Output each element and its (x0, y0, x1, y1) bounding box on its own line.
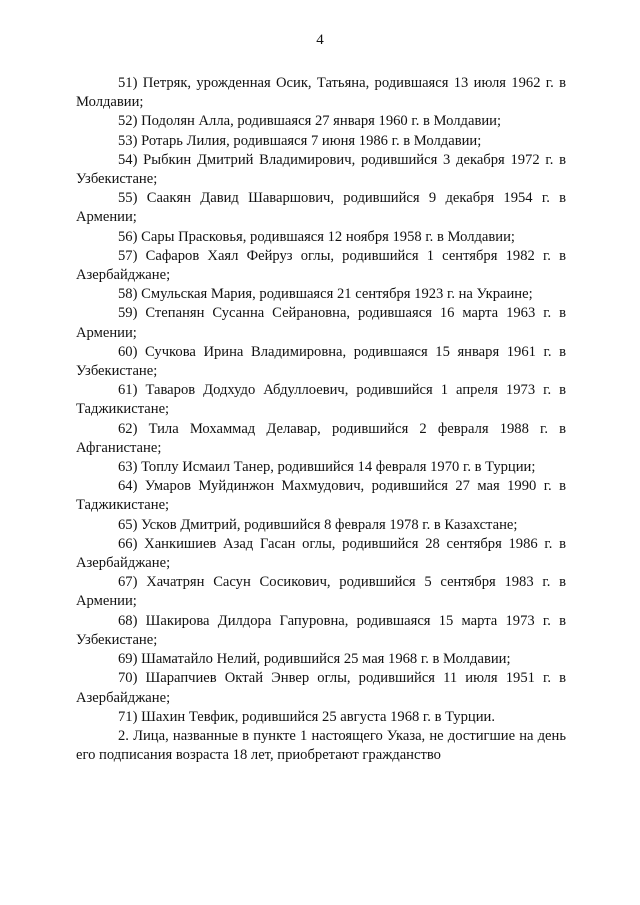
list-item-57: 57) Сафаров Хаял Фейруз оглы, родившийся 1 сентября 1982 г. в Азербайджане; (76, 247, 566, 284)
list-item-64: 64) Умаров Муйдинжон Махмудович, родившийся 27 мая 1990 г. в Таджикистане; (76, 478, 566, 514)
list-item-56: 56) Сары Прасковья, родившаяся 12 ноября 1958 г. в Молдавии; (118, 228, 515, 245)
list-item-70: 70) Шарапчиев Октай Энвер оглы, родившийся 11 июля 1951 г. в Азербайджане; (76, 670, 566, 706)
list-item-65: 65) Усков Дмитрий, родившийся 8 февраля 1978 г. в Казахстане; (118, 516, 518, 533)
list-item-63: 63) Топлу Исмаил Танер, родившийся 14 февраля 1970 г. в Турции; (118, 459, 536, 476)
list-item-71: 71) Шахин Тевфик, родившийся 25 августа 1968 г. в Турции. (118, 708, 495, 725)
list-item-59: 59) Степанян Сусанна Сейрановна, родившаяся 16 марта 1963 г. в Армении; (76, 305, 566, 341)
page-number: 4 (316, 32, 324, 48)
list-item-54: 54) Рыбкин Дмитрий Владимирович, родившийся 3 декабря 1972 г. в Узбекистане; (76, 151, 566, 188)
list-item-58: 58) Смульская Мария, родившаяся 21 сентября 1923 г. на Украине; (118, 286, 533, 303)
list-item-60: 60) Сучкова Ирина Владимировна, родившаяся 15 января 1961 г. в Узбекистане; (76, 343, 566, 380)
decree-list (76, 74, 566, 765)
list-item-66: 66) Ханкишиев Азад Гасан оглы, родившийся 28 сентября 1986 г. в Азербайджане; (76, 535, 566, 572)
list-item-62: 62) Тила Мохаммад Делавар, родившийся 2 февраля 1988 г. в Афганистане; (76, 420, 566, 456)
list-item-53: 53) Ротарь Лилия, родившаяся 7 июня 1986 г. в Молдавии; (118, 132, 482, 149)
section-2-paragraph: 2. Лица, названные в пункте 1 настоящего Указа, не достигшие на день его подписания возраста 18 лет, приобретают гражданство (76, 727, 566, 764)
list-item-69: 69) Шаматайло Нелий, родившийся 25 мая 1968 г. в Молдавии; (118, 651, 511, 668)
list-item-68: 68) Шакирова Дилдора Гапуровна, родившаяся 15 марта 1973 г. в Узбекистане; (76, 612, 566, 648)
list-item-67: 67) Хачатрян Сасун Сосикович, родившийся 5 сентября 1983 г. в Армении; (76, 574, 566, 610)
list-item-51: 51) Петряк, урожденная Осик, Татьяна, родившаяся 13 июля 1962 г. в Молдавии; (76, 75, 566, 111)
list-item-61: 61) Таваров Додхудо Абдуллоевич, родившийся 1 апреля 1973 г. в Таджикистане; (76, 382, 566, 418)
list-item-52: 52) Подолян Алла, родившаяся 27 января 1960 г. в Молдавии; (118, 113, 502, 130)
list-item-55: 55) Саакян Давид Шаваршович, родившийся 9 декабря 1954 г. в Армении; (76, 190, 566, 226)
